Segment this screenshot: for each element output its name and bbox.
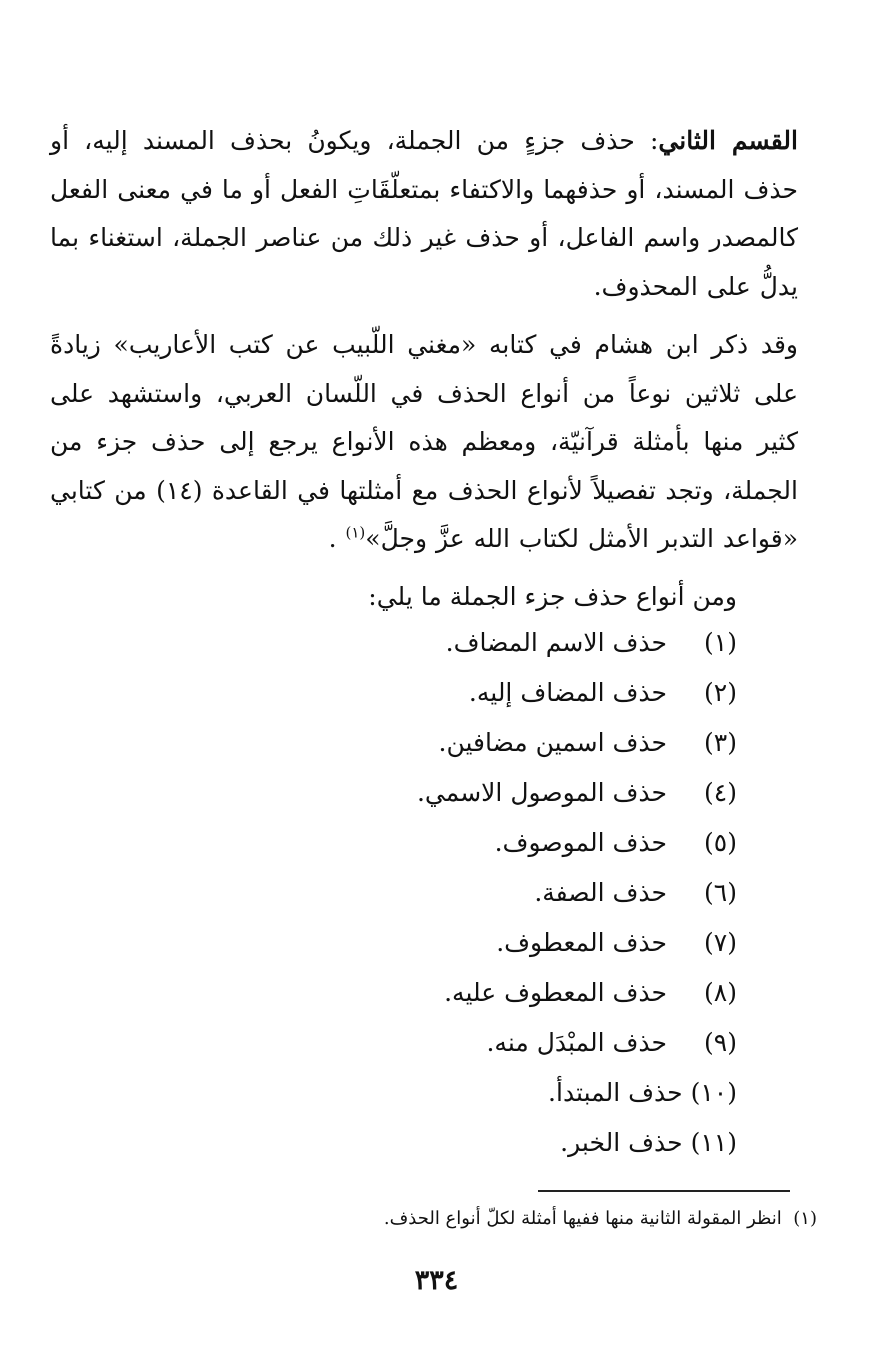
item-number: (٥) bbox=[704, 828, 737, 857]
footnote-text: انظر المقولة الثانية منها ففيها أمثلة لكلّ أنواع الحذف. bbox=[383, 1208, 782, 1229]
page-number: ٣٣٤ bbox=[414, 1265, 459, 1296]
list-item bbox=[417, 1023, 737, 1073]
footnote-reference: (١) bbox=[345, 523, 366, 542]
list-item bbox=[417, 873, 737, 923]
item-number: (٣) bbox=[704, 728, 737, 757]
item-text: حذف المعطوف عليه. bbox=[444, 978, 667, 1007]
deletion-types-list bbox=[417, 623, 737, 1173]
list-item bbox=[417, 673, 737, 723]
item-number: (٩) bbox=[704, 1028, 737, 1057]
item-number: (١١) bbox=[690, 1128, 737, 1157]
paragraph-text: وقد ذكر ابن هشام في كتابه «مغني اللّبيب عن كتب الأعاريب» زيادةً على ثلاثين نوعاً من أنواع الحذف في اللّسان العربي، واستشهد على كثير منها بأمثلة قرآنيّة، ومعظم هذه الأنواع يرجع إلى حذف جزء من الجملة، وتجد تفصيلاً لأنواع الحذف مع أمثلتها في القاعدة (١٤) من كتابي «قواعد التدبر الأمثل لكتاب الله عزَّ وجلَّ» bbox=[50, 330, 798, 553]
item-text: حذف المبْدَل منه. bbox=[486, 1028, 667, 1057]
footnote-separator bbox=[538, 1190, 790, 1192]
list-item bbox=[417, 923, 737, 973]
item-text: حذف اسمين مضافين. bbox=[438, 728, 667, 757]
item-text: حذف المضاف إليه. bbox=[468, 678, 667, 707]
list-item bbox=[417, 1123, 737, 1173]
item-number: (٨) bbox=[704, 978, 737, 1007]
list-item bbox=[417, 623, 737, 673]
item-number: (١) bbox=[704, 628, 737, 657]
paragraph-section-two bbox=[50, 117, 798, 311]
item-text: حذف الصفة. bbox=[534, 878, 667, 907]
item-text: حذف المبتدأ. bbox=[548, 1078, 683, 1107]
footnote bbox=[384, 1201, 817, 1237]
paragraph-text: : حذف جزءٍ من الجملة، ويكونُ بحذف المسند إليه، أو حذف المسند، أو حذفهما والاكتفاء بمتعلّقَاتِ الفعل أو ما في معنى الفعل كالمصدر واسم الفاعل، أو حذف غير ذلك من عناصر الجملة، استغناء بما يدلُّ على المحذوف. bbox=[50, 126, 798, 301]
item-number: (٢) bbox=[704, 678, 737, 707]
item-text: حذف الخبر. bbox=[560, 1128, 683, 1157]
item-number: (٧) bbox=[704, 928, 737, 957]
item-text: حذف الموصول الاسمي. bbox=[416, 778, 667, 807]
list-item bbox=[417, 723, 737, 773]
item-number: (١٠) bbox=[690, 1078, 737, 1107]
list-item bbox=[417, 973, 737, 1023]
paragraph-ibn-hisham bbox=[50, 321, 798, 564]
list-intro: ومن أنواع حذف جزء الجملة ما يلي: bbox=[368, 582, 737, 611]
paragraph-end: . bbox=[328, 524, 337, 553]
list-item bbox=[417, 773, 737, 823]
item-number: (٤) bbox=[704, 778, 737, 807]
footnote-number: (١) bbox=[793, 1208, 817, 1229]
list-item bbox=[417, 1073, 737, 1123]
item-text: حذف المعطوف. bbox=[496, 928, 667, 957]
list-item bbox=[417, 823, 737, 873]
item-text: حذف الموصوف. bbox=[494, 828, 667, 857]
item-number: (٦) bbox=[704, 878, 737, 907]
item-text: حذف الاسم المضاف. bbox=[445, 628, 667, 657]
section-heading: القسم الثاني bbox=[658, 126, 798, 155]
